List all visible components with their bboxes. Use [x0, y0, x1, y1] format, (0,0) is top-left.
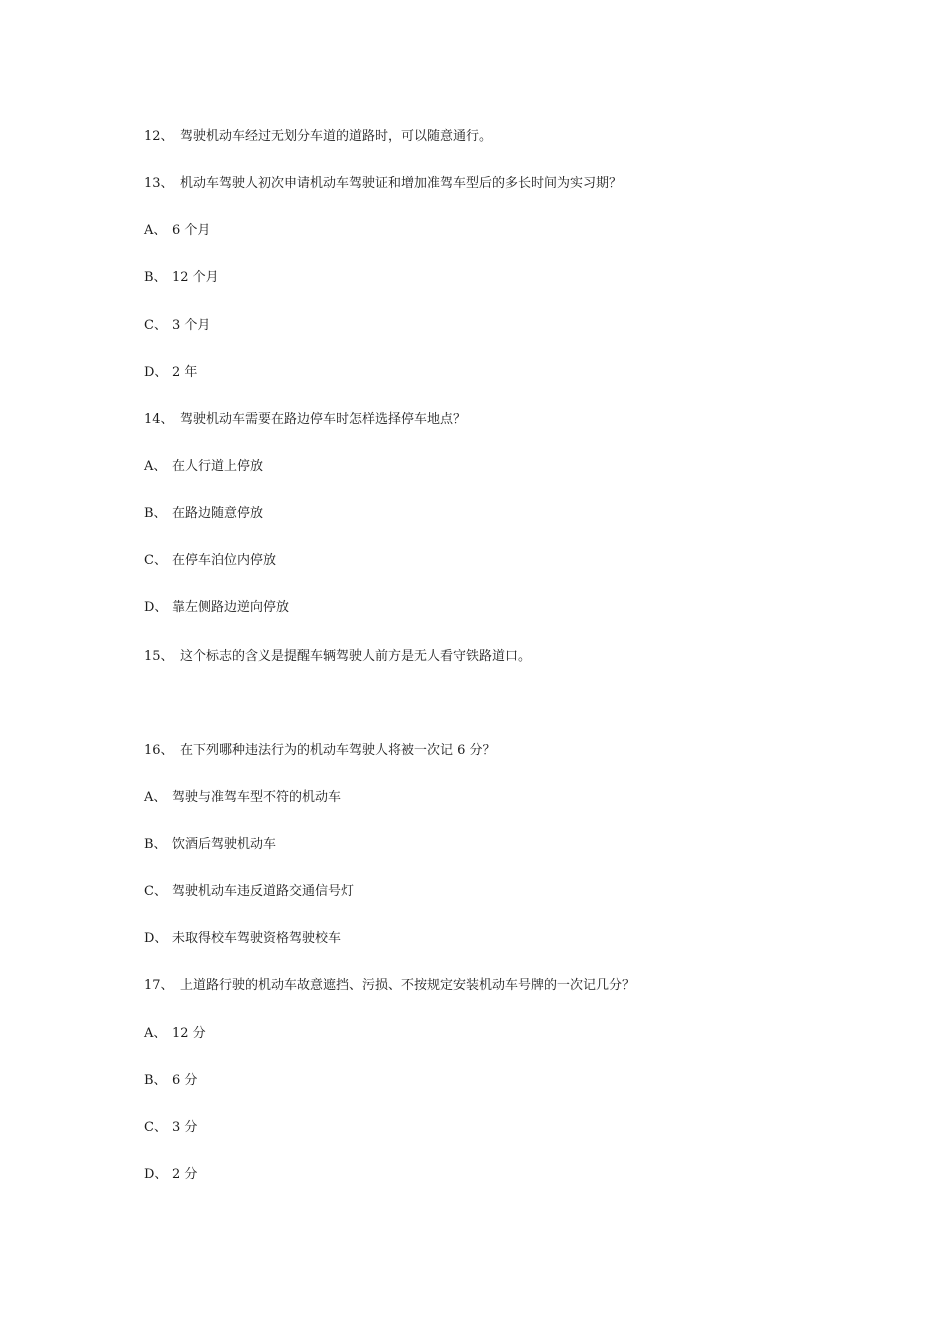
option-text: 饮酒后驾驶机动车 — [172, 837, 277, 852]
option-label: B、 — [144, 837, 167, 852]
option-text: 驾驶机动车违反道路交通信号灯 — [172, 884, 355, 899]
question-text: 这个标志的含义是提醒车辆驾驶人前方是无人看守铁路道口。 — [180, 649, 532, 664]
option-13-d — [144, 364, 197, 382]
option-label: C、 — [144, 1120, 167, 1135]
option-text: 驾驶与准驾车型不符的机动车 — [172, 790, 342, 805]
option-16-b — [144, 836, 276, 854]
question-number: 12、 — [144, 129, 174, 144]
option-14-d — [144, 599, 289, 617]
option-13-b — [144, 269, 219, 287]
option-label: C、 — [144, 318, 167, 333]
question-number: 17、 — [144, 978, 174, 993]
option-17-a — [144, 1025, 206, 1043]
option-label: D、 — [144, 1167, 168, 1182]
option-label: D、 — [144, 600, 168, 615]
option-label: B、 — [144, 506, 167, 521]
option-16-a — [144, 789, 341, 807]
option-text: 6 个月 — [172, 223, 211, 238]
option-17-c — [144, 1119, 197, 1137]
question-number: 13、 — [144, 176, 174, 191]
option-14-b — [144, 505, 263, 523]
option-14-a — [144, 458, 263, 476]
option-label: A、 — [144, 790, 167, 805]
option-text: 12 个月 — [172, 270, 219, 285]
question-14 — [144, 411, 466, 429]
question-text: 驾驶机动车经过无划分车道的道路时，可以随意通行。 — [180, 129, 493, 144]
option-label: B、 — [144, 1073, 167, 1088]
question-12 — [144, 128, 492, 146]
option-13-c — [144, 317, 210, 335]
question-text: 机动车驾驶人初次申请机动车驾驶证和增加准驾车型后的多长时间为实习期？ — [180, 176, 623, 191]
question-text: 在下列哪种违法行为的机动车驾驶人将被一次记 6 分？ — [180, 743, 496, 758]
question-text: 驾驶机动车需要在路边停车时怎样选择停车地点？ — [180, 412, 467, 427]
question-16 — [144, 742, 496, 760]
option-14-c — [144, 552, 276, 570]
option-text: 2 分 — [172, 1167, 198, 1182]
option-label: A、 — [144, 459, 167, 474]
question-number: 16、 — [144, 743, 174, 758]
option-17-b — [144, 1072, 197, 1090]
option-text: 在人行道上停放 — [172, 459, 264, 474]
option-text: 靠左侧路边逆向停放 — [172, 600, 290, 615]
option-text: 在路边随意停放 — [172, 506, 264, 521]
question-number: 15、 — [144, 649, 174, 664]
option-text: 3 个月 — [172, 318, 211, 333]
option-17-d — [144, 1166, 197, 1184]
option-text: 未取得校车驾驶资格驾驶校车 — [172, 931, 342, 946]
option-text: 3 分 — [172, 1120, 198, 1135]
question-text: 上道路行驶的机动车故意遮挡、污损、不按规定安装机动车号牌的一次记几分？ — [180, 978, 636, 993]
option-text: 在停车泊位内停放 — [172, 553, 277, 568]
question-number: 14、 — [144, 412, 174, 427]
option-label: B、 — [144, 270, 167, 285]
question-15 — [144, 648, 531, 666]
option-text: 12 分 — [172, 1026, 206, 1041]
option-label: D、 — [144, 931, 168, 946]
question-13 — [144, 175, 622, 193]
option-13-a — [144, 222, 210, 240]
option-label: A、 — [144, 223, 167, 238]
option-text: 2 年 — [172, 365, 198, 380]
option-text: 6 分 — [172, 1073, 198, 1088]
option-16-d — [144, 930, 341, 948]
option-label: D、 — [144, 365, 168, 380]
option-label: A、 — [144, 1026, 167, 1041]
question-17 — [144, 977, 635, 995]
option-label: C、 — [144, 553, 167, 568]
option-label: C、 — [144, 884, 167, 899]
option-16-c — [144, 883, 354, 901]
